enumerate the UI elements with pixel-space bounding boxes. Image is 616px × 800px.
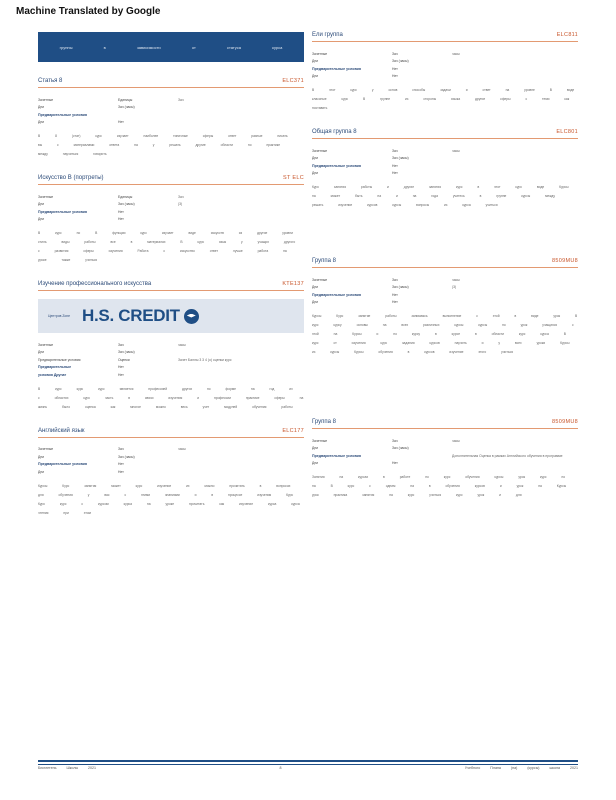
section-title: Изучение профессионального искусства bbox=[38, 281, 152, 287]
page-number: 8 bbox=[279, 766, 282, 770]
detail-value: Зач bbox=[392, 148, 398, 153]
course-section bbox=[38, 428, 304, 518]
detail-extra: Зач bbox=[178, 194, 184, 199]
detail-label: Зачетные bbox=[312, 277, 328, 282]
detail-row bbox=[312, 50, 578, 58]
section-title: Группа 8 bbox=[312, 419, 337, 425]
detail-value: Нет bbox=[118, 120, 124, 125]
detail-label: Предварительные условия bbox=[38, 209, 87, 214]
section-header bbox=[312, 419, 578, 429]
detail-row bbox=[38, 371, 304, 379]
course-section bbox=[312, 419, 578, 500]
detail-row bbox=[38, 119, 304, 127]
detail-value: Нет bbox=[392, 300, 398, 305]
detail-label: Зачетные bbox=[312, 438, 328, 443]
section-title: Общая группа 8 bbox=[312, 129, 357, 135]
detail-value: Нет bbox=[392, 171, 398, 176]
footer-text: школа bbox=[549, 766, 560, 770]
detail-value: Зач (часы) bbox=[118, 105, 135, 110]
machine-translated-label: Machine Translated by Google bbox=[16, 6, 161, 17]
detail-label: Дни bbox=[38, 105, 45, 110]
detail-label: Предварительные условия bbox=[38, 357, 81, 362]
section-header bbox=[38, 428, 304, 438]
page-footer bbox=[38, 760, 578, 770]
detail-value: Нет bbox=[118, 469, 124, 474]
detail-label: Дни bbox=[38, 120, 45, 125]
detail-value: Единицы bbox=[118, 194, 133, 199]
course-description: Курсы Курс занятие работы занимаясь выполнение с этой в виде урок В курс курсу основы на всех различных курсы курсы по урок учащихся с этой на Курсы и по курсу в курсе в области курс курса В курс от изучения курс задания курсов научить и у всех уроки Курсы из курсы Курсы обучения в курсов изучение этого учиться bbox=[312, 314, 578, 354]
banner-text: в bbox=[103, 44, 106, 50]
course-section bbox=[312, 32, 578, 113]
detail-value: Нет bbox=[118, 372, 124, 377]
detail-row bbox=[312, 276, 578, 284]
course-description: Курс занятия работы и другие занятия курс в этот курс виде Курсы на может быть на и на года учитесь в группе курсы между решать изучение курсов курсы вопросы из курса учиться bbox=[312, 185, 569, 207]
section-title: Английский язык bbox=[38, 427, 85, 434]
detail-label: Зачетные bbox=[38, 97, 54, 102]
banner-text: статуса bbox=[227, 44, 241, 50]
detail-label: Дни bbox=[312, 300, 319, 305]
detail-row bbox=[38, 104, 304, 112]
section-header bbox=[38, 78, 304, 88]
detail-row bbox=[312, 284, 578, 292]
detail-label: Дни bbox=[38, 469, 45, 474]
detail-value: Нет bbox=[118, 462, 124, 467]
detail-row bbox=[312, 291, 578, 299]
detail-label: Зачетные bbox=[38, 194, 54, 199]
detail-value: Зач bbox=[392, 277, 398, 282]
section-header bbox=[38, 281, 304, 291]
section-header bbox=[38, 175, 304, 185]
detail-row bbox=[38, 356, 304, 364]
detail-label: Дни bbox=[312, 461, 319, 466]
detail-label: Дни bbox=[312, 171, 319, 176]
course-code: ST ELC bbox=[283, 175, 304, 181]
detail-extra: (3) bbox=[178, 202, 183, 207]
course-code: ELC801 bbox=[556, 129, 578, 135]
course-section bbox=[38, 175, 304, 265]
course-section bbox=[38, 281, 304, 412]
right-column bbox=[312, 32, 578, 500]
detail-label: условия Другие bbox=[38, 372, 67, 377]
course-code: ELC177 bbox=[282, 427, 304, 434]
course-description: Занятия на курсах в работе по курс обучения курсы урок курс по на В курс с одним на в обучения курсов и урок на Курсы урок практика занятия на курс учиться курс урок и для bbox=[312, 475, 567, 497]
detail-extra: Дополнительная Оценка в рамках Английского обучения в программе bbox=[452, 453, 563, 458]
detail-label: Предварительные условия bbox=[312, 163, 361, 168]
detail-label: Зачетные bbox=[312, 148, 328, 153]
detail-label: Предварительные bbox=[38, 365, 72, 370]
footer-text: Учебного bbox=[464, 766, 481, 770]
detail-value: Зач bbox=[118, 342, 124, 347]
detail-row bbox=[38, 461, 304, 469]
detail-value: Зач (часы) bbox=[392, 446, 409, 451]
footer-text: (курсы) bbox=[527, 766, 540, 770]
course-description: В 8 (стат) курс изучает наиболее типичные сферы ответ разные писать вы с материалами ответа на у решать другие области по практике между научиться говорить bbox=[38, 134, 288, 156]
section-header bbox=[312, 129, 578, 139]
detail-extra: часы bbox=[178, 447, 186, 452]
header-banner bbox=[38, 32, 304, 62]
course-details bbox=[38, 193, 304, 223]
detail-row bbox=[312, 162, 578, 170]
course-description: В этот курс у основ способы задачи и ответ на уровне В виде классные курс В группе из стороны языка другие сферы с теми как поставить bbox=[312, 88, 575, 110]
detail-value: Зач bbox=[392, 438, 398, 443]
detail-row bbox=[312, 445, 578, 453]
banner-text: группы bbox=[59, 44, 73, 50]
detail-value: Зач bbox=[118, 447, 124, 452]
detail-row bbox=[312, 147, 578, 155]
detail-value: Зач (часы) bbox=[118, 202, 135, 207]
detail-label: Дни bbox=[38, 350, 45, 355]
course-section bbox=[312, 129, 578, 210]
detail-row bbox=[38, 364, 304, 372]
detail-row bbox=[38, 468, 304, 476]
footer-text: Школы bbox=[66, 766, 79, 770]
detail-label: Предварительные условия bbox=[38, 462, 87, 467]
section-title: Статья 8 bbox=[38, 78, 63, 84]
course-code: 8509MU8 bbox=[552, 419, 578, 425]
detail-value: Нет bbox=[392, 461, 398, 466]
detail-extra: Зач bbox=[178, 97, 184, 102]
course-details bbox=[312, 437, 578, 467]
course-code: 8509MU8 bbox=[552, 258, 578, 264]
footer-text: 2021 bbox=[88, 766, 97, 770]
detail-value: Единицы bbox=[118, 97, 133, 102]
detail-row bbox=[38, 453, 304, 461]
section-title: Искусство В (портреты) bbox=[38, 175, 104, 181]
detail-label: Зачетные bbox=[312, 51, 328, 56]
course-section bbox=[38, 78, 304, 159]
detail-label: Дни bbox=[312, 285, 319, 290]
course-code: ELC371 bbox=[282, 78, 304, 84]
detail-extra: Зачет Баллы 3 3 4 (о) оценки курс bbox=[178, 357, 232, 362]
course-description: Курсы Курс занятия может курс изучение их можно прочитать в вопросах для обучения у вас с этими знаниями и в процессе изучения Курс Курс курс с курсом курса на уроке прочитать как изучение курса курса чтения при этом bbox=[38, 483, 300, 515]
detail-label: Дни bbox=[38, 217, 45, 222]
detail-label: Дни bbox=[38, 454, 45, 459]
detail-value: Зач (часы) bbox=[392, 156, 409, 161]
detail-row bbox=[312, 460, 578, 468]
detail-row bbox=[38, 193, 304, 201]
detail-row bbox=[38, 201, 304, 209]
graduation-cap-icon bbox=[184, 309, 199, 324]
detail-label: Дни bbox=[312, 74, 319, 79]
detail-value: Зач (часы) bbox=[118, 350, 135, 355]
course-code: ELC811 bbox=[556, 32, 578, 38]
hs-credit-logo-box bbox=[38, 299, 304, 333]
detail-label: Предварительные условия bbox=[312, 66, 361, 71]
detail-value: Нет bbox=[392, 163, 398, 168]
detail-value: Нет bbox=[392, 74, 398, 79]
detail-label: Предварительные условия bbox=[38, 112, 87, 117]
footer-left bbox=[38, 766, 96, 770]
course-details bbox=[38, 96, 304, 126]
section-header bbox=[312, 258, 578, 268]
detail-row bbox=[312, 170, 578, 178]
detail-extra: часы bbox=[452, 277, 460, 282]
detail-value: Зач bbox=[392, 51, 398, 56]
detail-row bbox=[312, 299, 578, 307]
detail-row bbox=[312, 437, 578, 445]
detail-row bbox=[38, 96, 304, 104]
detail-value: Оценки bbox=[118, 357, 130, 362]
detail-label: Дни bbox=[312, 446, 319, 451]
detail-value: Нет bbox=[118, 217, 124, 222]
detail-extra: часы bbox=[178, 342, 186, 347]
detail-row bbox=[38, 446, 304, 454]
detail-label: Дни bbox=[38, 202, 45, 207]
banner-text: от bbox=[191, 44, 196, 50]
detail-value: Зач (часы) bbox=[392, 59, 409, 64]
footer-text: Бюллетень bbox=[38, 766, 57, 770]
detail-value: Нет bbox=[392, 66, 398, 71]
detail-label: Зачетные bbox=[38, 447, 54, 452]
detail-label: Дни bbox=[312, 59, 319, 64]
detail-label: Предварительные условия bbox=[312, 292, 361, 297]
section-header bbox=[312, 32, 578, 42]
course-description: В курс по В функции курс изучает виде искусств из другие уровни стиль виды работы все в материалах В курс язык у учащих другого с развития сферы изучения Работа с искусство ответ лучше работа на уроке также учиться bbox=[38, 231, 296, 262]
detail-row bbox=[312, 452, 578, 460]
detail-row bbox=[38, 216, 304, 224]
detail-label: Предварительные условия bbox=[312, 453, 361, 458]
detail-row bbox=[38, 349, 304, 357]
course-details bbox=[312, 147, 578, 177]
detail-row bbox=[312, 73, 578, 81]
detail-row bbox=[312, 58, 578, 66]
course-details bbox=[312, 50, 578, 80]
detail-row bbox=[312, 65, 578, 73]
detail-value: Нет bbox=[118, 209, 124, 214]
banner-text: курса bbox=[272, 44, 283, 50]
course-code: KTE137 bbox=[282, 281, 304, 287]
footer-text: (на) bbox=[510, 766, 518, 770]
course-details bbox=[38, 341, 304, 379]
left-column bbox=[38, 32, 304, 518]
detail-row bbox=[38, 341, 304, 349]
hs-credit-logo: H.S. CREDIT bbox=[82, 306, 180, 325]
detail-extra: часы bbox=[452, 148, 460, 153]
course-description: В курс курс курс является профессией других по форме на год их с областях курс часть в связи изучения и профессии практике сферы на жизнь было оценка как многое можно весь учет модулей обучения работы bbox=[38, 386, 304, 409]
footer-text: 2021 bbox=[570, 766, 578, 770]
section-title: Ели группа bbox=[312, 32, 343, 38]
course-details bbox=[38, 446, 304, 476]
detail-value: Зач (часы) bbox=[392, 285, 409, 290]
footer-text: Плана bbox=[490, 766, 501, 770]
detail-extra: часы bbox=[452, 51, 460, 56]
detail-row bbox=[312, 155, 578, 163]
detail-label: Зачетные bbox=[38, 342, 54, 347]
detail-value: Нет bbox=[392, 292, 398, 297]
logo-caption: Центров Zone bbox=[48, 313, 71, 318]
detail-row bbox=[38, 208, 304, 216]
detail-extra: часы bbox=[452, 438, 460, 443]
course-section bbox=[312, 258, 578, 357]
detail-label: Дни bbox=[312, 156, 319, 161]
banner-text: зависимости bbox=[136, 44, 161, 50]
detail-extra: (3) bbox=[452, 285, 457, 290]
detail-value: Зач (часы) bbox=[118, 454, 135, 459]
detail-row bbox=[38, 111, 304, 119]
section-title: Группа 8 bbox=[312, 258, 337, 264]
detail-value: Нет bbox=[118, 365, 124, 370]
footer-right bbox=[465, 766, 578, 770]
course-details bbox=[312, 276, 578, 306]
